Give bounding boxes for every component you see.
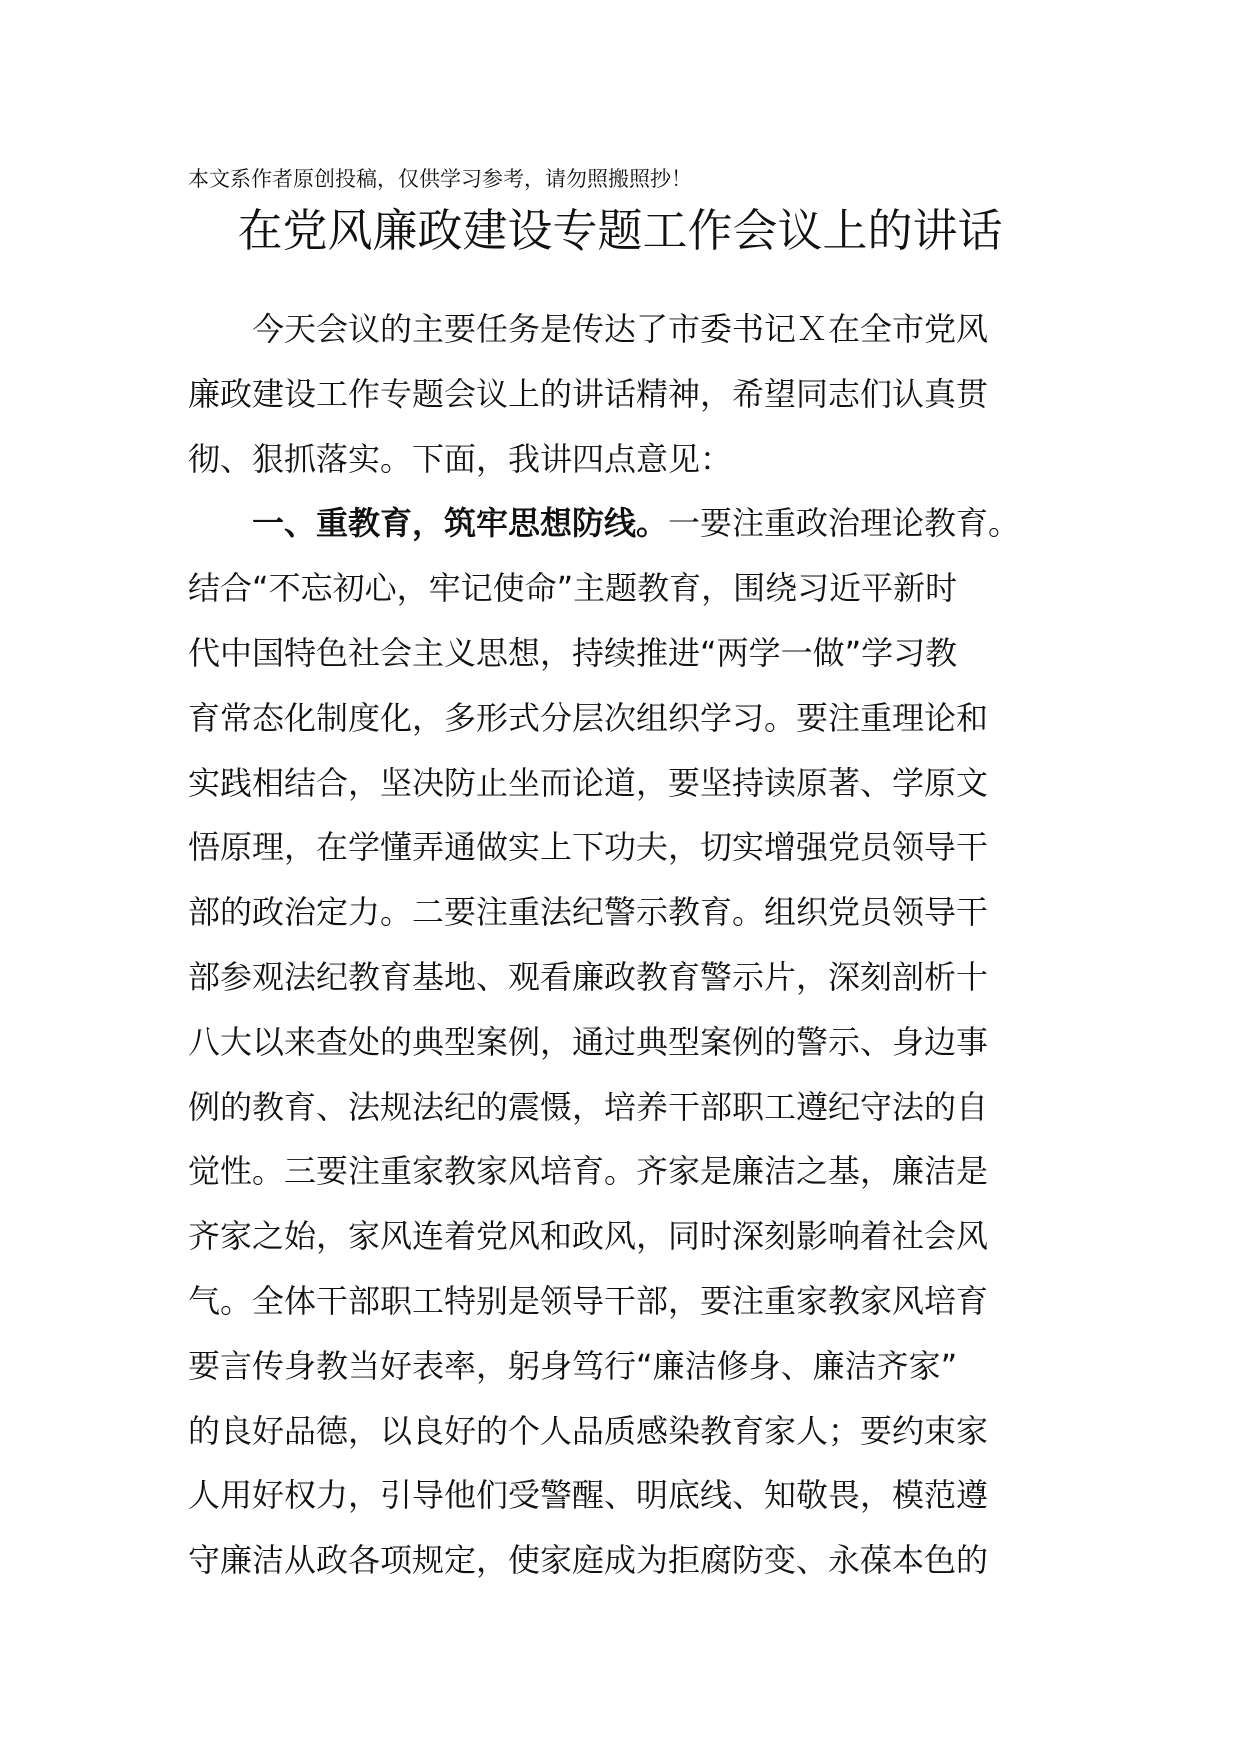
paragraph-line: 今天会议的主要任务是传达了市委书记Ｘ在全市党风 — [252, 310, 989, 348]
section-heading-line — [188, 491, 1068, 556]
paragraph-line: 实践相结合，坚决防止坐而论道，要坚持读原著、学原文 — [188, 763, 989, 802]
paragraph-line: 悟原理，在学懂弄通做实上下功夫，切实增强党员领导干 — [188, 828, 989, 867]
paragraph-line: 守廉洁从政各项规定，使家庭成为拒腐防变、永葆本色的 — [188, 1541, 989, 1580]
paragraph-line: 部参观法纪教育基地、观看廉政教育警示片，深刻剖析十 — [188, 957, 989, 996]
paragraph-line: 结合“不忘初心，牢记使命”主题教育，围绕习近平新时 — [188, 569, 958, 608]
paragraph-line: 气。全体干部职工特别是领导干部，要注重家教家风培育 — [188, 1281, 989, 1320]
paragraph-line: 廉政建设工作专题会议上的讲话精神，希望同志们认真贯 — [188, 374, 989, 413]
paragraph-line: 觉性。三要注重家教家风培育。齐家是廉洁之基，廉洁是 — [188, 1152, 989, 1191]
page-title: 在党风廉政建设专题工作会议上的讲话 — [237, 204, 1003, 257]
paragraph-line: 代中国特色社会主义思想，持续推进“两学一做”学习教 — [188, 633, 958, 672]
paragraph-line: 育常态化制度化，多形式分层次组织学习。要注重理论和 — [188, 698, 989, 737]
paragraph-line: 八大以来查处的典型案例，通过典型案例的警示、身边事 — [188, 1022, 989, 1061]
paragraph-line: 的良好品德，以良好的个人品质感染教育家人；要约束家 — [188, 1411, 989, 1450]
paragraph-line: 齐家之始，家风连着党风和政风，同时深刻影响着社会风 — [188, 1217, 989, 1256]
paragraph-line: 要言传身教当好表率，躬身笃行“廉洁修身、廉洁齐家” — [188, 1346, 958, 1385]
section-heading: 一、重教育，筑牢思想防线。 — [252, 504, 669, 543]
copyright-notice: 本文系作者原创投稿，仅供学习参考，请勿照搬照抄！ — [188, 167, 692, 191]
document-body — [188, 297, 1068, 1593]
section-heading-rest: 一要注重政治理论教育。 — [668, 504, 1021, 543]
paragraph-line: 人用好权力，引导他们受警醒、明底线、知敬畏，模范遵 — [188, 1476, 989, 1515]
paragraph-line: 彻、狠抓落实。下面，我讲四点意见： — [188, 439, 733, 478]
paragraph-line: 例的教育、法规法纪的震慑，培养干部职工遵纪守法的自 — [188, 1087, 989, 1126]
paragraph-line: 部的政治定力。二要注重法纪警示教育。组织党员领导干 — [188, 893, 989, 932]
